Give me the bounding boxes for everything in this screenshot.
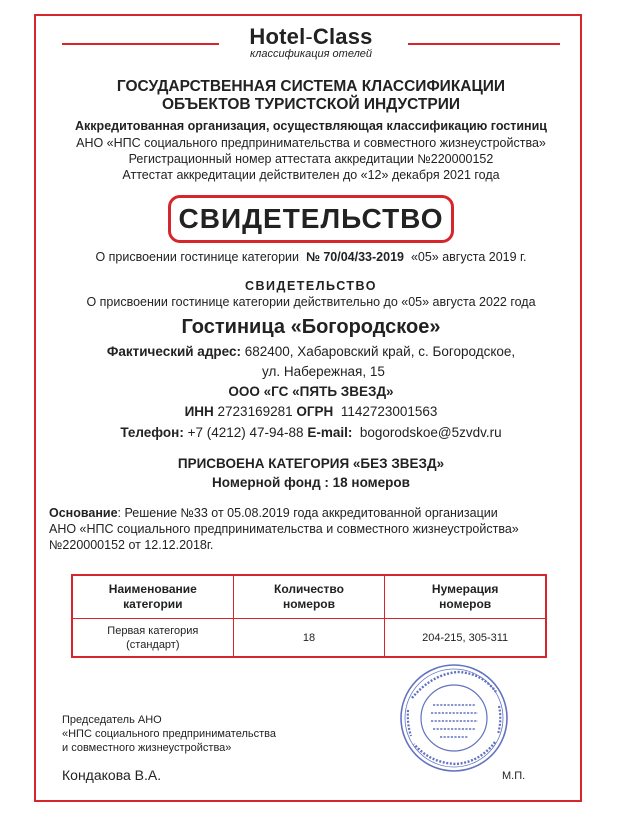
issue-prefix: О присвоении гостинице категории <box>95 250 299 264</box>
col-header-numbers <box>385 575 546 619</box>
certificate-validity: О присвоении гостинице категории действительно до «05» августа 2022 года <box>86 295 536 309</box>
hotel-address-line-1 <box>0 344 622 359</box>
table-header-row <box>72 575 546 619</box>
category-table <box>71 574 547 658</box>
hotel-registration <box>0 404 622 419</box>
col-header-numbers-l1: Нумерация <box>431 582 499 596</box>
hotel-contacts <box>0 425 622 440</box>
inn-label: ИНН <box>184 404 214 419</box>
title-line-2: ОБЪЕКТОВ ТУРИСТСКОЙ ИНДУСТРИИ <box>161 96 461 113</box>
certificate-number: № 70/04/33-2019 <box>305 250 404 264</box>
org-valid-until: Аттестат аккредитации действителен до «12» декабря 2021 года <box>122 168 500 182</box>
col-header-category-l1: Наименование <box>108 582 197 596</box>
brand-logo <box>0 24 622 50</box>
signature-line-3: и совместного жизнеустройства» <box>62 742 232 754</box>
brand-subtitle: классификация отелей <box>249 48 373 60</box>
col-header-category <box>72 575 233 619</box>
col-header-numbers-l2: номеров <box>439 597 492 611</box>
basis-line-2: АНО «НПС социального предпринимательства и совместного жизнеустройства» <box>49 522 519 536</box>
basis-block <box>49 505 519 553</box>
address-label: Фактический адрес: <box>106 344 241 359</box>
ogrn-value: 1142723001563 <box>340 404 438 419</box>
col-header-count-l2: номеров <box>282 597 335 611</box>
basis-line-1 <box>49 505 519 521</box>
cell-category-name-l2: (стандарт) <box>126 638 180 651</box>
brand-left: Hotel <box>249 24 306 49</box>
col-header-category-l2: категории <box>123 597 183 611</box>
org-name: АНО «НПС социального предпринимательства и совместного жизнеустройства» <box>76 136 546 150</box>
basis-label: Основание <box>49 506 118 520</box>
certificate-issue-line <box>0 250 622 264</box>
basis-text-1: : Решение №33 от 05.08.2019 года аккредитованной организации <box>117 506 498 520</box>
ogrn-label: ОГРН <box>296 404 334 419</box>
certificate-subtitle: СВИДЕТЕЛЬСТВО <box>245 279 377 293</box>
org-reg-number: Регистрационный номер аттестата аккредитации №220000152 <box>128 152 494 166</box>
org-accredited: Аккредитованная организация, осуществляющая классификацию гостиниц <box>75 119 547 133</box>
signature-line-1: Председатель АНО <box>62 714 162 726</box>
inn-value: 2723169281 <box>217 404 293 419</box>
basis-line-3: №220000152 от 12.12.2018г. <box>49 538 214 552</box>
col-header-count-l1: Количество <box>274 582 344 596</box>
category-assigned: ПРИСВОЕНА КАТЕГОРИЯ «БЕЗ ЗВЕЗД» <box>177 456 445 471</box>
cell-category-name <box>72 619 233 658</box>
phone-label: Телефон: <box>120 425 184 440</box>
email-value: bogorodskoe@5zvdv.ru <box>359 425 502 440</box>
cell-room-count: 18 <box>233 619 385 658</box>
brand-separator: - <box>305 24 313 49</box>
certificate-title: СВИДЕТЕЛЬСТВО <box>168 195 454 243</box>
stamp-label: М.П. <box>502 770 526 782</box>
seal-stamp-icon <box>398 662 510 774</box>
signer-name: Кондакова В.А. <box>62 767 162 783</box>
table-row <box>72 619 546 658</box>
email-label: E-mail: <box>307 425 353 440</box>
title-line-1: ГОСУДАРСТВЕННАЯ СИСТЕМА КЛАССИФИКАЦИИ <box>116 78 506 95</box>
cell-category-name-l1: Первая категория <box>107 624 199 637</box>
hotel-company: ООО «ГС «ПЯТЬ ЗВЕЗД» <box>228 384 394 399</box>
cell-room-numbers: 204-215, 305-311 <box>385 619 546 658</box>
issue-date: «05» августа 2019 г. <box>410 250 527 264</box>
signature-block <box>62 713 276 755</box>
col-header-count <box>233 575 385 619</box>
brand-right: Class <box>312 24 373 49</box>
category-rooms: Номерной фонд : 18 номеров <box>212 475 410 490</box>
phone-value: +7 (4212) 47-94-88 <box>187 425 304 440</box>
signature-line-2: «НПС социального предпринимательства <box>62 728 276 740</box>
address-value: 682400, Хабаровский край, с. Богородское, <box>244 344 516 359</box>
hotel-name: Гостиница «Богородское» <box>181 316 441 338</box>
hotel-address-line-2: ул. Набережная, 15 <box>262 364 385 379</box>
